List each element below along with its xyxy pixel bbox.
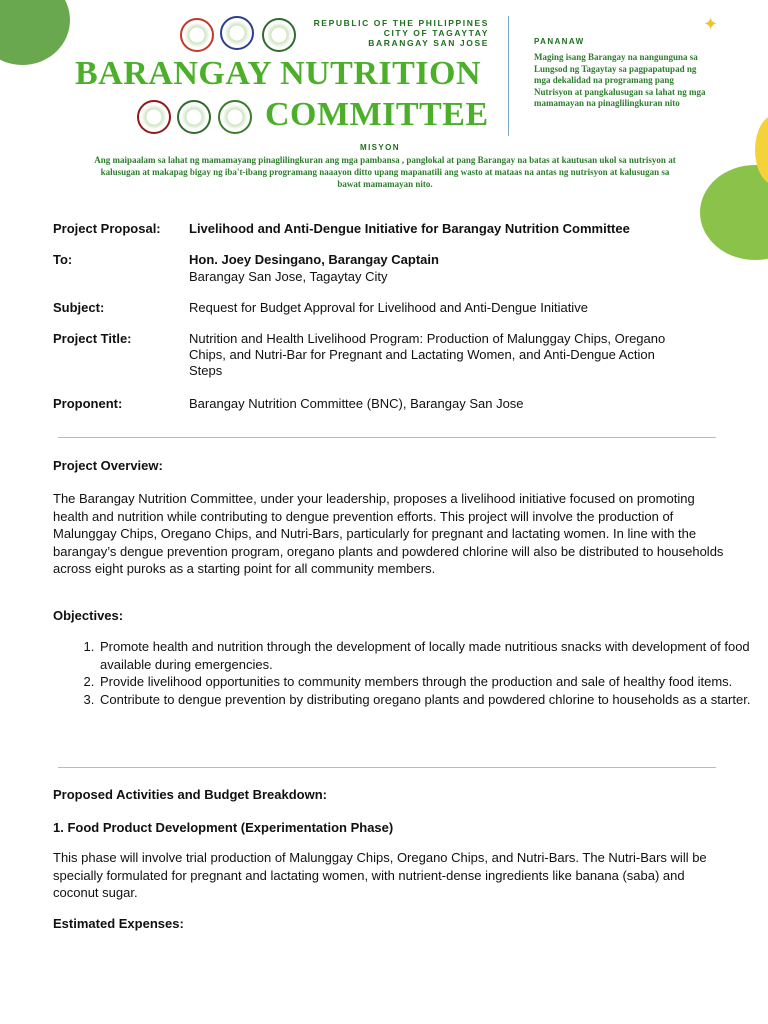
proposal-label: Project Proposal: [53, 221, 161, 236]
expenses-heading: Estimated Expenses: [53, 916, 184, 931]
bagong-pilipinas-seal-icon [180, 18, 214, 52]
decorative-blob-top-left [0, 0, 70, 65]
activities-heading: Proposed Activities and Budget Breakdown: [53, 787, 328, 802]
doh-seal-icon [137, 100, 171, 134]
barangay-seal-icon [262, 18, 296, 52]
activity-subheading: 1. Food Product Development (Experimentation Phase) [53, 820, 394, 835]
republic-line: REPUBLIC OF THE PHILIPPINES [313, 18, 489, 28]
objectives-list [53, 638, 768, 708]
sparkle-icon: ✦ [703, 14, 719, 34]
proposal-value: Livelihood and Anti-Dengue Initiative for Barangay Nutrition Committee [189, 221, 630, 236]
city-seal-icon [220, 16, 254, 50]
subject-value: Request for Budget Approval for Livelihood and Anti-Dengue Initiative [189, 300, 588, 315]
proponent-value: Barangay Nutrition Committee (BNC), Barangay San Jose [189, 396, 524, 411]
pananaw-text: Maging isang Barangay na nangunguna sa Lungsod ng Tagaytay sa pagpapatupad ng mga dekalidad na programang pang Nutrisyon at pangkalusugan sa lahat ng mga mamamayan na pinaglilingkuran nito [534, 52, 706, 108]
to-label: To: [53, 252, 73, 267]
misyon-label: MISYON [360, 143, 400, 152]
overview-text: The Barangay Nutrition Committee, under your leadership, proposes a livelihood initiative focused on promoting health and nutrition while contributing to dengue prevention efforts. This project will involve the production of Malunggay Chips, Oregano Chips, and Nutri-Bars, particularly for pregnant and lactating women. In line with the barangay’s dengue prevention program, oregano plants and powdered chlorine will also be distributed to households across eight puroks as a starting point for all community members. [53, 491, 724, 576]
pananaw-label: PANANAW [534, 37, 585, 46]
list-item: 2. Provide livelihood opportunities to community members through the production and sale of healthy food items. [98, 673, 768, 691]
list-item: 3. Contribute to dengue prevention by distributing oregano plants and powdered chlorine to households as a starter. [98, 691, 768, 709]
to-name: Hon. Joey Desingano, Barangay Captain [189, 252, 439, 267]
nutrition-seal-icon [218, 100, 252, 134]
header-divider [508, 16, 509, 136]
committee-title-line2: COMMITTEE [265, 96, 489, 133]
overview-heading: Project Overview: [53, 458, 163, 473]
decorative-blob-bottom-right [700, 165, 768, 260]
to-address: Barangay San Jose, Tagaytay City [189, 269, 388, 284]
nnc-seal-icon [177, 100, 211, 134]
city-line: CITY OF TAGAYTAY [383, 28, 489, 38]
section-divider [58, 437, 716, 438]
barangay-line: BARANGAY SAN JOSE [368, 38, 489, 48]
list-item: 1. Promote health and nutrition through the development of locally made nutritious snacks with development of food available during emergencies. [98, 638, 768, 673]
republic-header [303, 18, 489, 48]
section-divider [58, 767, 716, 768]
proponent-label: Proponent: [53, 396, 123, 411]
objectives-heading: Objectives: [53, 608, 124, 623]
committee-title-line1: BARANGAY NUTRITION [75, 55, 482, 92]
activity-text: This phase will involve trial production of Malunggay Chips, Oregano Chips, and Nutri-Bars. The Nutri-Bars will be specially formulated for pregnant and lactating women, with nutrient-dense ingredients like banana (saba) and coconut sugar. [53, 850, 707, 900]
subject-label: Subject: [53, 300, 105, 315]
project-title-value: Nutrition and Health Livelihood Program: Production of Malunggay Chips, Oregano Chips, and Nutri-Bar for Pregnant and Lactating Women, and Anti-Dengue Action Steps [189, 331, 666, 378]
misyon-text: Ang maipaalam sa lahat ng mamamayang pinaglilingkuran ang mga pambansa , panglokal at pang Barangay na batas at kautusan ukol sa nutrisyon at kalusugan at makapag bigay ng iba't-ibang programang naaayon ditto upang mapanatili ang wasto at mataas na antas ng nutrisyon at kalusugan sa bawat mamamayan nito. [94, 155, 676, 189]
project-title-label: Project Title: [53, 331, 132, 346]
